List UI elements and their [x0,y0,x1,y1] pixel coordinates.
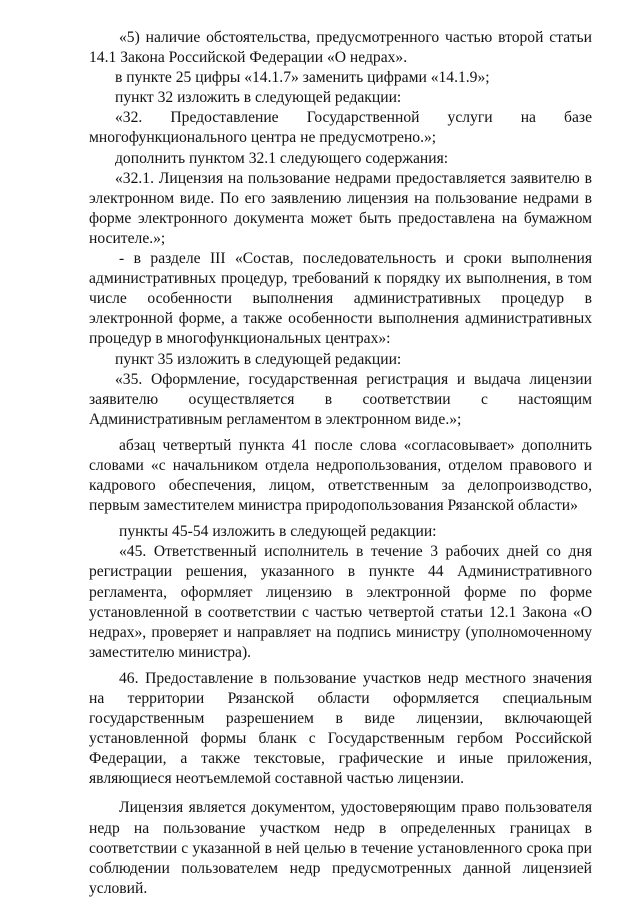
paragraph-point-32-intro: пункт 32 изложить в следующей редакции: [115,89,402,107]
paragraph-license-definition: Лицензия является документом, удостоверяющим право пользователя недр на пользование участком недр в определенных границах в соответствии с указанной в ней целью в течение установленного срока при соблюдении пользователем недр предусмотренных данной лицензией условий. [89,799,592,897]
paragraph-point-41: абзац четвертый пункта 41 после слова «согласовывает» дополнить словами «с начальником отдела недропользования, отделом правового и кадрового обеспечения, лицом, ответственным за делопроизводство, первым заместителем министра природопользования Рязанской области» [89,436,592,515]
paragraph-point-32-1: «32.1. Лицензия на пользование недрами предоставляется заявителю в электронном виде. По его заявлению лицензия на пользование недрами в форме электронного документа может быть предоставлена на бумажном носителе.»; [89,169,592,247]
paragraph-point-45: «45. Ответственный исполнитель в течение 3 рабочих дней со дня регистрации решения, указанного в пункте 44 Административного регламента, оформляет лицензию в электронной форме по форме установленной в соответствии с частью четвертой статьи 12.1 Закона «О недрах», проверяет и направляет на подпись министру (уполномоченному заместителю министра). [89,543,592,661]
paragraph-5-circumstance: «5) наличие обстоятельства, предусмотренного частью второй статьи 14.1 Закона Российской Федерации «О недрах». [89,29,592,67]
paragraph-section-3: - в разделе III «Состав, последовательность и сроки выполнения административных процедур, требований к порядку их выполнения, в том числе особенности выполнения административных процедур в электронной форме, а также особенности выполнения административных процедур в многофункциональных центрах»: [89,250,592,348]
paragraph-point-32-1-intro: дополнить пунктом 32.1 следующего содержания: [115,149,449,167]
paragraph-point-35: «35. Оформление, государственная регистрация и выдача лицензии заявителю осуществляется в соответствии с настоящим Административным регламентом в электронном виде.»; [89,370,592,428]
paragraph-point-46: 46. Предоставление в пользование участков недр местного значения на территории Рязанской области оформляется специальным государственным разрешением в виде лицензии, включающей установленной формы бланк с Государственным гербом Российской Федерации, а также текстовые, графические и иные приложения, являющиеся неотъемлемой составной частью лицензии. [89,669,592,788]
paragraph-points-45-54-intro: пункты 45-54 изложить в следующей редакции: [119,523,437,541]
paragraph-point-32: «32. Предоставление Государственной услуги на базе многофункционального центра не предусмотрено.»; [89,109,592,147]
paragraph-point-35-intro: пункт 35 изложить в следующей редакции: [115,350,402,368]
paragraph-point-25: в пункте 25 цифры «14.1.7» заменить цифрами «14.1.9»; [115,69,490,87]
